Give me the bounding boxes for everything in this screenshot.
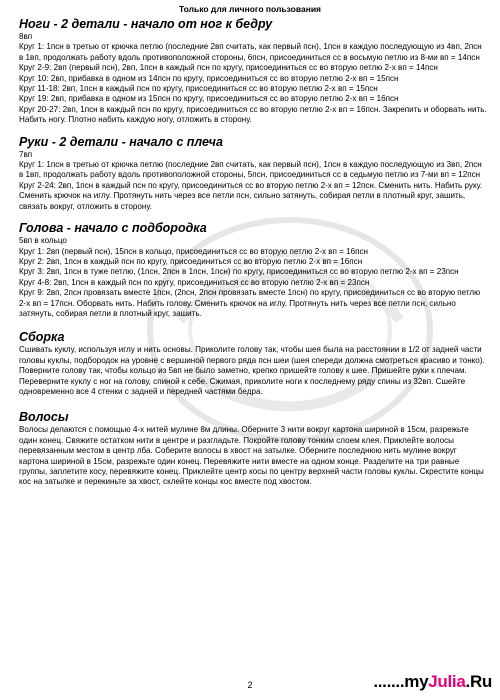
section-title: Волосы (19, 410, 69, 425)
section-arms (19, 135, 487, 212)
paragraph: Круг 2-9: 2вп (первый псн), 2вп, 1псн в каждый псн по кругу, присоединиться сс во вторую петлю 2-х вп = 14псн (19, 63, 438, 73)
brand-logo (373, 672, 492, 692)
brand-suffix: .Ru (465, 672, 492, 691)
paragraph: Круг 1: 1псн в третью от крючка петлю (последние 2вп считать, как первый псн), 1псн в каждую последующую из 3вп, 2псн в 1вп, продолжать работу вдоль противоположной стороны, 5псн, присоединиться сс в седьмую петлю из 7-ми вп = 12псн (19, 160, 482, 180)
section-title: Сборка (19, 330, 65, 345)
section-hair (19, 410, 487, 487)
paragraph: 7вп (19, 149, 33, 159)
paragraph: Круг 2-24: 2вп, 1псн в каждый псн по кругу, присоединиться сс во вторую петлю 2-х вп = 12псн. Сменить нить. Набить руку. Сменить крючок на иглу. Протянуть нить через все петли псн, сильно затянуть, собирая петли в плотный круг, зашить, связать вокруг, отложить в сторону. (19, 180, 483, 211)
brand-name: Julia (428, 672, 466, 691)
paragraph: 5вп в кольцо (19, 236, 67, 246)
brand-dots: ....... (373, 672, 405, 691)
section-title: Ноги - 2 детали - начало от ног к бедру (19, 17, 273, 31)
header-note: Только для личного пользования (178, 4, 322, 14)
brand-prefix: my (404, 672, 429, 691)
section-head (19, 221, 487, 319)
paragraph: Сшивать куклу, используя иглу и нить основы. Приколите голову так, чтобы шея была на расстоянии в 1/2 от задней части головы куклы, подбородок на уровне с вершиной первого ряда псн шеи (шея спереди должна смотреться красиво и тонко). Поверните голову так, чтобы кольцо из 5вп не было заметно, крепко пришейте голову к шее. Пришейте руки к плечам. Переверните куклу с ног на голову, спиной к себе. Сжимая, приколите ноги к последнему ряду спины из 32вп. Сшейте одновременно все 4 стенки с задней и передней частями бедра. (19, 345, 485, 396)
section-legs (19, 17, 487, 126)
page-number: 2 (247, 680, 253, 690)
section-assembly (19, 330, 487, 397)
paragraph: Круг 3: 2вп, 1псн в туже петлю, (1псн, 2псн в 1псн, 1псн) по кругу, присоединиться сс во вторую петлю 2-х вп = 23псн (19, 267, 459, 277)
section-title: Голова - начало с подбородка (19, 221, 207, 236)
paragraph: Круг 1: 1псн в третью от крючка петлю (последние 2вп считать, как первый псн), 1псн в каждую последующую из 4вп, 2псн в 1вп, продолжать работу вдоль противоположной стороны, 6псн, присоединиться сс в восьмую петлю из 8-ми вп = 14псн (19, 42, 482, 62)
paragraph: Круг 10: 2вп, прибавка в одном из 14псн по кругу, присоединиться сс во вторую петлю 2-х вп = 15псн (19, 73, 399, 83)
paragraph: Круг 11-18: 2вп, 1псн в каждый псн по кругу, присоединиться сс во вторую петлю 2-х вп = 15псн (19, 84, 378, 94)
section-title: Руки - 2 детали - начало с плеча (19, 134, 223, 149)
paragraph: Круг 2: 2вп, 1псн в каждый псн по кругу, присоединиться сс во вторую петлю 2-х вп = 16псн (19, 256, 363, 266)
document-body (19, 17, 487, 488)
paragraph: 8вп (19, 32, 33, 41)
paragraph: Волосы делаются с помощью 4-х нитей мулине 8м длины. Оберните 3 нити вокруг картона шириной в 15см, разрежьте один конец. Свяжите остатком нити в центре и разгладьте. Покройте голову тонким слоем клея. Приклейте волосы перевязанным местом в центр лба. Соберите волосы в хвост на затылке. Оберните последнюю нить мулине вокруг картона шириной в 15см, разрежьте один конец. Перевяжите нити вместе на одном конце. Разделите на три равные группы, заплетите косу, перевяжите конец. Приклейте центр косы по центру верхней части головы куклы. Скрестите концы кос на затылке и перекиньте за хвост, склейте концы кос вместе под хвостом. (19, 425, 484, 487)
paragraph: Круг 20-27: 2вп, 1псн в каждый псн по кругу, присоединиться сс во вторую петлю 2-х вп = 16псн. Закрепить и оборвать нить. Набить ногу. Плотно набить каждую ногу, отложить в сторону. (19, 104, 487, 125)
paragraph: Круг 1: 2вп (первый псн), 15псн в кольцо, присоединиться сс во вторую петлю 2-х вп = 16псн (19, 246, 369, 256)
paragraph: Круг 4-8: 2вп, 1псн в каждый псн по кругу, присоединиться сс во вторую петлю 2-х вп = 23псн (19, 277, 370, 287)
paragraph: Круг 19: 2вп, прибавка в одном из 15псн по кругу, присоединиться сс во вторую петлю 2-х вп = 16псн (19, 94, 399, 104)
paragraph: Круг 9: 2вп, 2псн провязать вместе 1псн, (2псн, 2псн провязать вместе 1псн) по кругу, присоединиться сс во вторую петлю 2-х вп = 17псн. Оборвать нить. Набить голову. Сменить крючок на иглу. Протянуть нить через все петли псн, сильно затянуть, собирая петли в плотный круг, зашить. (19, 288, 481, 318)
